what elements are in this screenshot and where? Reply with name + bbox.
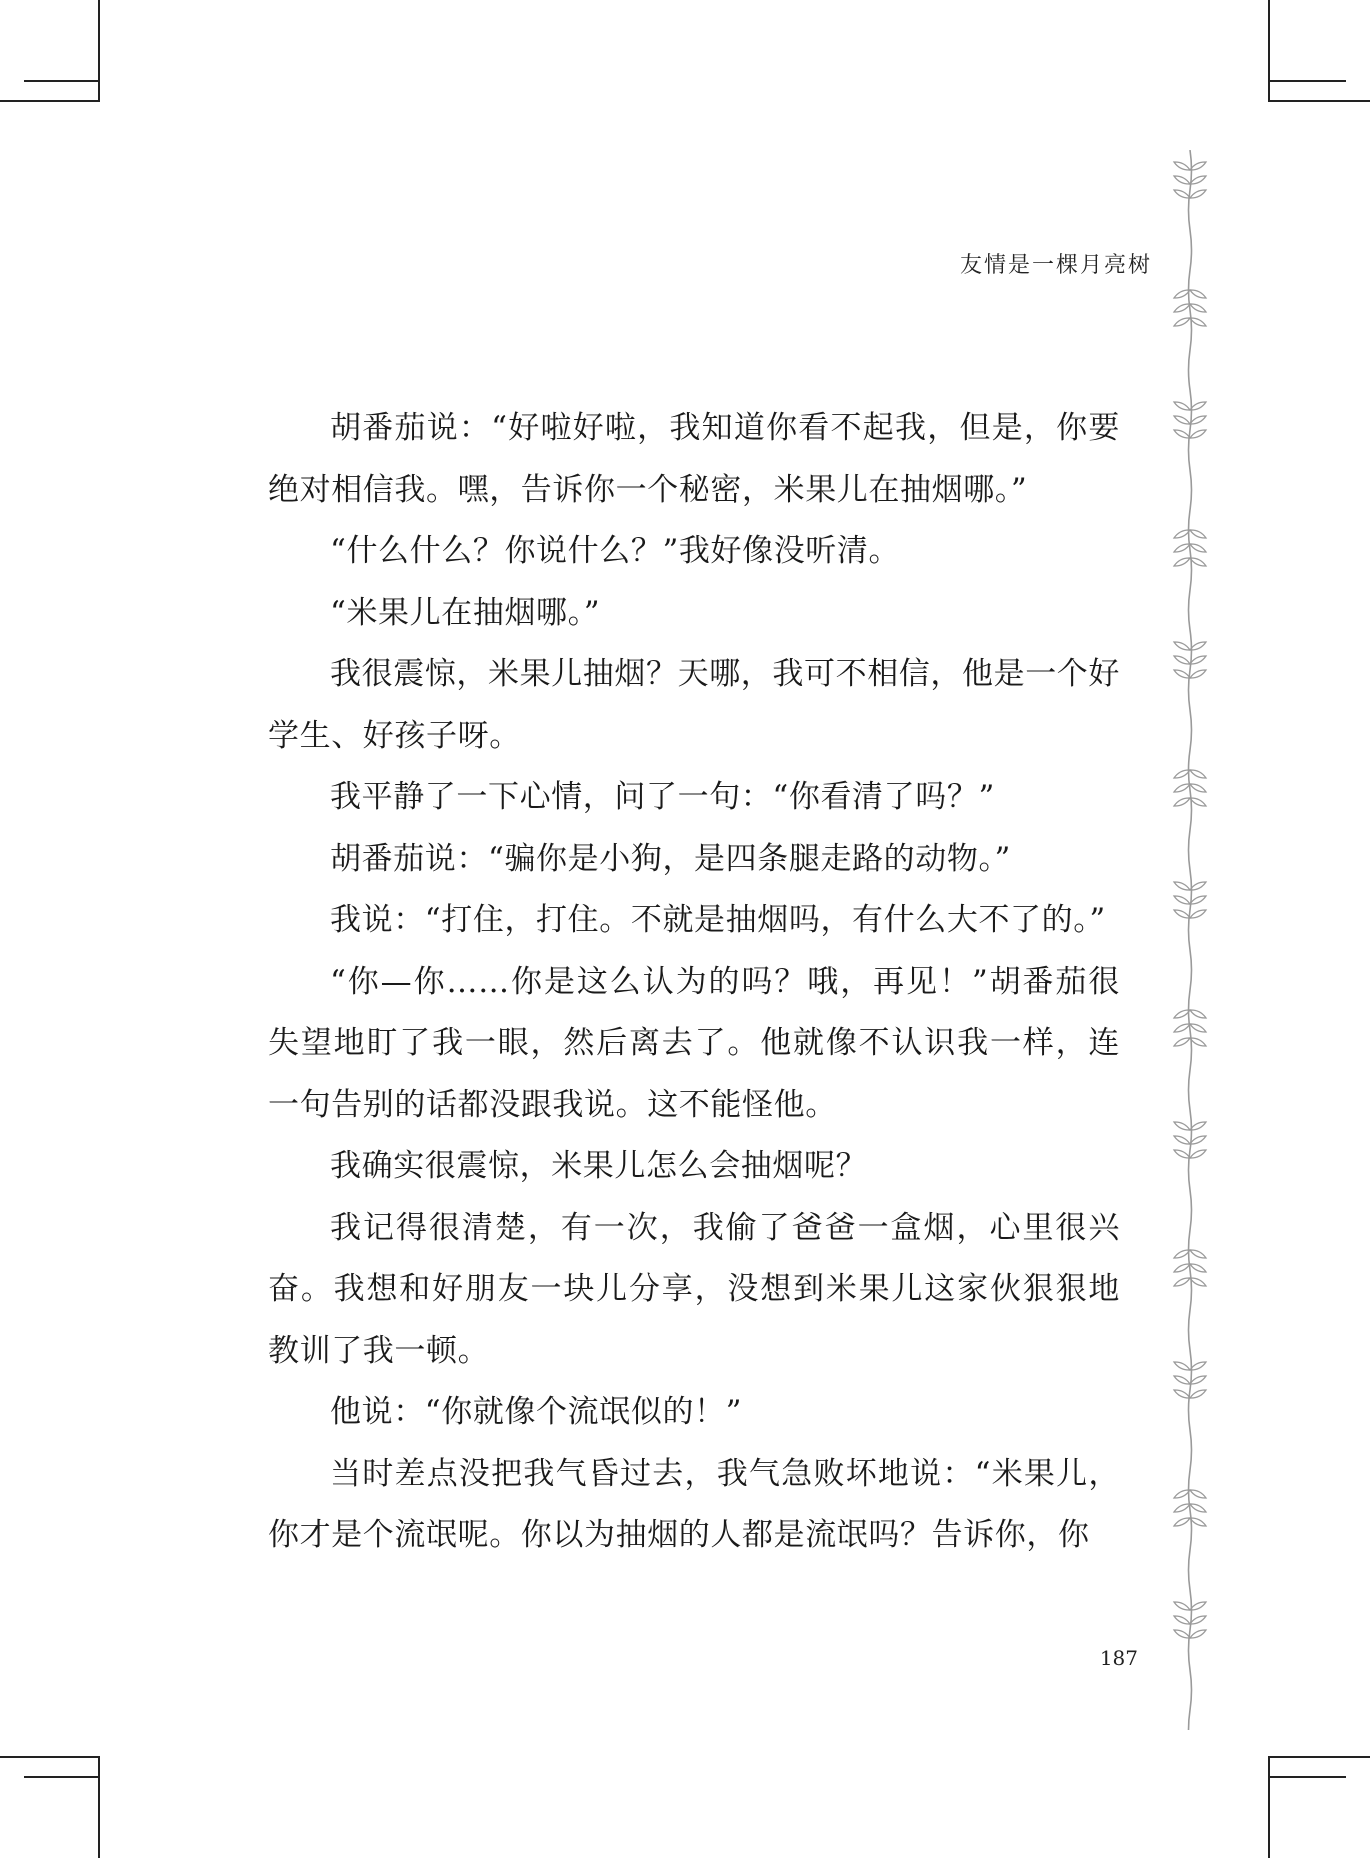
vine-leaf bbox=[1174, 1024, 1190, 1032]
vine-leaf bbox=[1190, 1024, 1206, 1032]
vine-leaf bbox=[1190, 304, 1206, 312]
paragraph: 我确实很震惊，米果儿怎么会抽烟呢？ bbox=[330, 1148, 868, 1184]
paragraph: 我说：“打住，打住。不就是抽烟吗，有什么大不了的。” bbox=[330, 902, 1106, 938]
paragraph: “什么什么？你说什么？”我好像没听清。 bbox=[330, 533, 901, 569]
crop-mark bbox=[1268, 80, 1346, 82]
vine-leaf bbox=[1174, 190, 1190, 198]
vine-leaf bbox=[1174, 1518, 1190, 1526]
running-header-title: 友情是一棵月亮树 bbox=[959, 253, 1152, 278]
vine-leaf bbox=[1190, 1490, 1206, 1498]
vine-leaf bbox=[1174, 1150, 1190, 1158]
vine-leaf bbox=[1174, 1630, 1190, 1638]
vine-leaf bbox=[1174, 1504, 1190, 1512]
vine-leaf bbox=[1190, 670, 1206, 678]
vine-leaf bbox=[1190, 1630, 1206, 1638]
vine-leaf bbox=[1174, 1264, 1190, 1272]
paragraph: 我记得很清楚，有一次，我偷了爸爸一盒烟，心里很兴奋。我想和好朋友一块儿分享，没想到米果儿这家伙狠狠地教训了我一顿。 bbox=[268, 1209, 1120, 1369]
vine-stem bbox=[1189, 150, 1192, 1730]
vine-leaf bbox=[1190, 1278, 1206, 1286]
vine-leaf bbox=[1174, 416, 1190, 424]
crop-mark bbox=[1268, 1756, 1270, 1858]
page-number: 187 bbox=[1099, 1646, 1138, 1670]
vine-leaf bbox=[1174, 1136, 1190, 1144]
vine-leaf bbox=[1190, 290, 1206, 298]
vine-leaf bbox=[1190, 784, 1206, 792]
vine-leaf bbox=[1190, 176, 1206, 184]
vine-leaf bbox=[1190, 1504, 1206, 1512]
leaf-vine-ornament-icon bbox=[1160, 150, 1220, 1730]
paragraph: 我很震惊，米果儿抽烟？天哪，我可不相信，他是一个好学生、好孩子呀。 bbox=[268, 656, 1120, 754]
vine-leaf bbox=[1190, 1376, 1206, 1384]
vine-leaf bbox=[1190, 190, 1206, 198]
vine-leaf bbox=[1190, 318, 1206, 326]
vine-leaf bbox=[1190, 1602, 1206, 1610]
crop-mark bbox=[1268, 1756, 1370, 1758]
crop-mark bbox=[0, 100, 100, 102]
vine-leaf bbox=[1174, 670, 1190, 678]
vine-leaf bbox=[1190, 1150, 1206, 1158]
crop-mark bbox=[0, 1756, 100, 1758]
vine-leaf bbox=[1190, 402, 1206, 410]
vine-leaf bbox=[1174, 430, 1190, 438]
vine-leaf bbox=[1174, 770, 1190, 778]
vine-leaf bbox=[1190, 1390, 1206, 1398]
vine-leaf bbox=[1174, 162, 1190, 170]
paragraph: 我平静了一下心情，问了一句：“你看清了吗？” bbox=[330, 779, 995, 815]
vine-leaf bbox=[1190, 416, 1206, 424]
vine-leaf bbox=[1174, 882, 1190, 890]
vine-leaf bbox=[1190, 430, 1206, 438]
crop-mark bbox=[98, 1756, 100, 1858]
crop-mark bbox=[24, 80, 100, 82]
vine-leaf bbox=[1190, 1250, 1206, 1258]
vine-leaf bbox=[1190, 770, 1206, 778]
vine-leaf bbox=[1174, 318, 1190, 326]
paragraph: 他说：“你就像个流氓似的！” bbox=[330, 1394, 743, 1430]
crop-mark bbox=[1268, 1776, 1346, 1778]
vine-leaf bbox=[1174, 642, 1190, 650]
vine-leaf bbox=[1174, 798, 1190, 806]
vine-leaf bbox=[1174, 784, 1190, 792]
crop-mark bbox=[24, 1776, 100, 1778]
vine-leaf bbox=[1174, 1250, 1190, 1258]
vine-leaf bbox=[1174, 1602, 1190, 1610]
vine-leaf bbox=[1190, 642, 1206, 650]
vine-leaf bbox=[1174, 1362, 1190, 1370]
paragraph: 胡番茄说：“好啦好啦，我知道你看不起我，但是，你要绝对相信我。嘿，告诉你一个秘密，米果儿在抽烟哪。” bbox=[268, 410, 1120, 508]
vine-leaf bbox=[1190, 1038, 1206, 1046]
paragraph: “你—你……你是这么认为的吗？哦，再见！”胡番茄很失望地盯了我一眼，然后离去了。他就像不认识我一样，连一句告别的话都没跟我说。这不能怪他。 bbox=[268, 963, 1120, 1123]
vine-leaf bbox=[1174, 402, 1190, 410]
vine-leaf bbox=[1190, 544, 1206, 552]
vine-leaf bbox=[1174, 910, 1190, 918]
crop-mark bbox=[1268, 0, 1270, 102]
vine-leaf bbox=[1174, 1278, 1190, 1286]
vine-leaf bbox=[1190, 1136, 1206, 1144]
vine-leaf bbox=[1190, 1010, 1206, 1018]
crop-mark bbox=[1268, 100, 1370, 102]
vine-leaf bbox=[1190, 530, 1206, 538]
vine-leaf bbox=[1190, 910, 1206, 918]
vine-leaf bbox=[1190, 1518, 1206, 1526]
crop-mark bbox=[98, 0, 100, 102]
vine-leaf bbox=[1190, 558, 1206, 566]
vine-leaf bbox=[1174, 1010, 1190, 1018]
vine-leaf bbox=[1174, 656, 1190, 664]
chapter-text bbox=[268, 398, 1120, 1567]
vine-leaf bbox=[1190, 882, 1206, 890]
vine-leaf bbox=[1190, 1264, 1206, 1272]
vine-leaf bbox=[1174, 1490, 1190, 1498]
vine-leaf bbox=[1174, 896, 1190, 904]
vine-leaf bbox=[1190, 896, 1206, 904]
paragraph: “米果儿在抽烟哪。” bbox=[330, 594, 601, 631]
vine-leaf bbox=[1174, 176, 1190, 184]
vine-leaf bbox=[1190, 1122, 1206, 1130]
paragraph: 当时差点没把我气昏过去，我气急败坏地说：“米果儿，你才是个流氓呢。你以为抽烟的人都是流氓吗？告诉你，你 bbox=[268, 1455, 1120, 1553]
vine-leaf bbox=[1174, 1390, 1190, 1398]
vine-leaf bbox=[1174, 290, 1190, 298]
vine-leaf bbox=[1174, 558, 1190, 566]
paragraph: 胡番茄说：“骗你是小狗，是四条腿走路的动物。” bbox=[330, 840, 1011, 877]
vine-leaf bbox=[1190, 656, 1206, 664]
vine-leaf bbox=[1174, 1038, 1190, 1046]
vine-leaf bbox=[1190, 798, 1206, 806]
vine-leaf bbox=[1174, 544, 1190, 552]
vine-leaf bbox=[1174, 1376, 1190, 1384]
vine-leaf bbox=[1190, 1362, 1206, 1370]
vine-leaf bbox=[1190, 1616, 1206, 1624]
vine-leaf bbox=[1174, 530, 1190, 538]
vine-leaf bbox=[1190, 162, 1206, 170]
vine-leaf bbox=[1174, 1122, 1190, 1130]
vine-leaf bbox=[1174, 304, 1190, 312]
vine-leaf bbox=[1174, 1616, 1190, 1624]
